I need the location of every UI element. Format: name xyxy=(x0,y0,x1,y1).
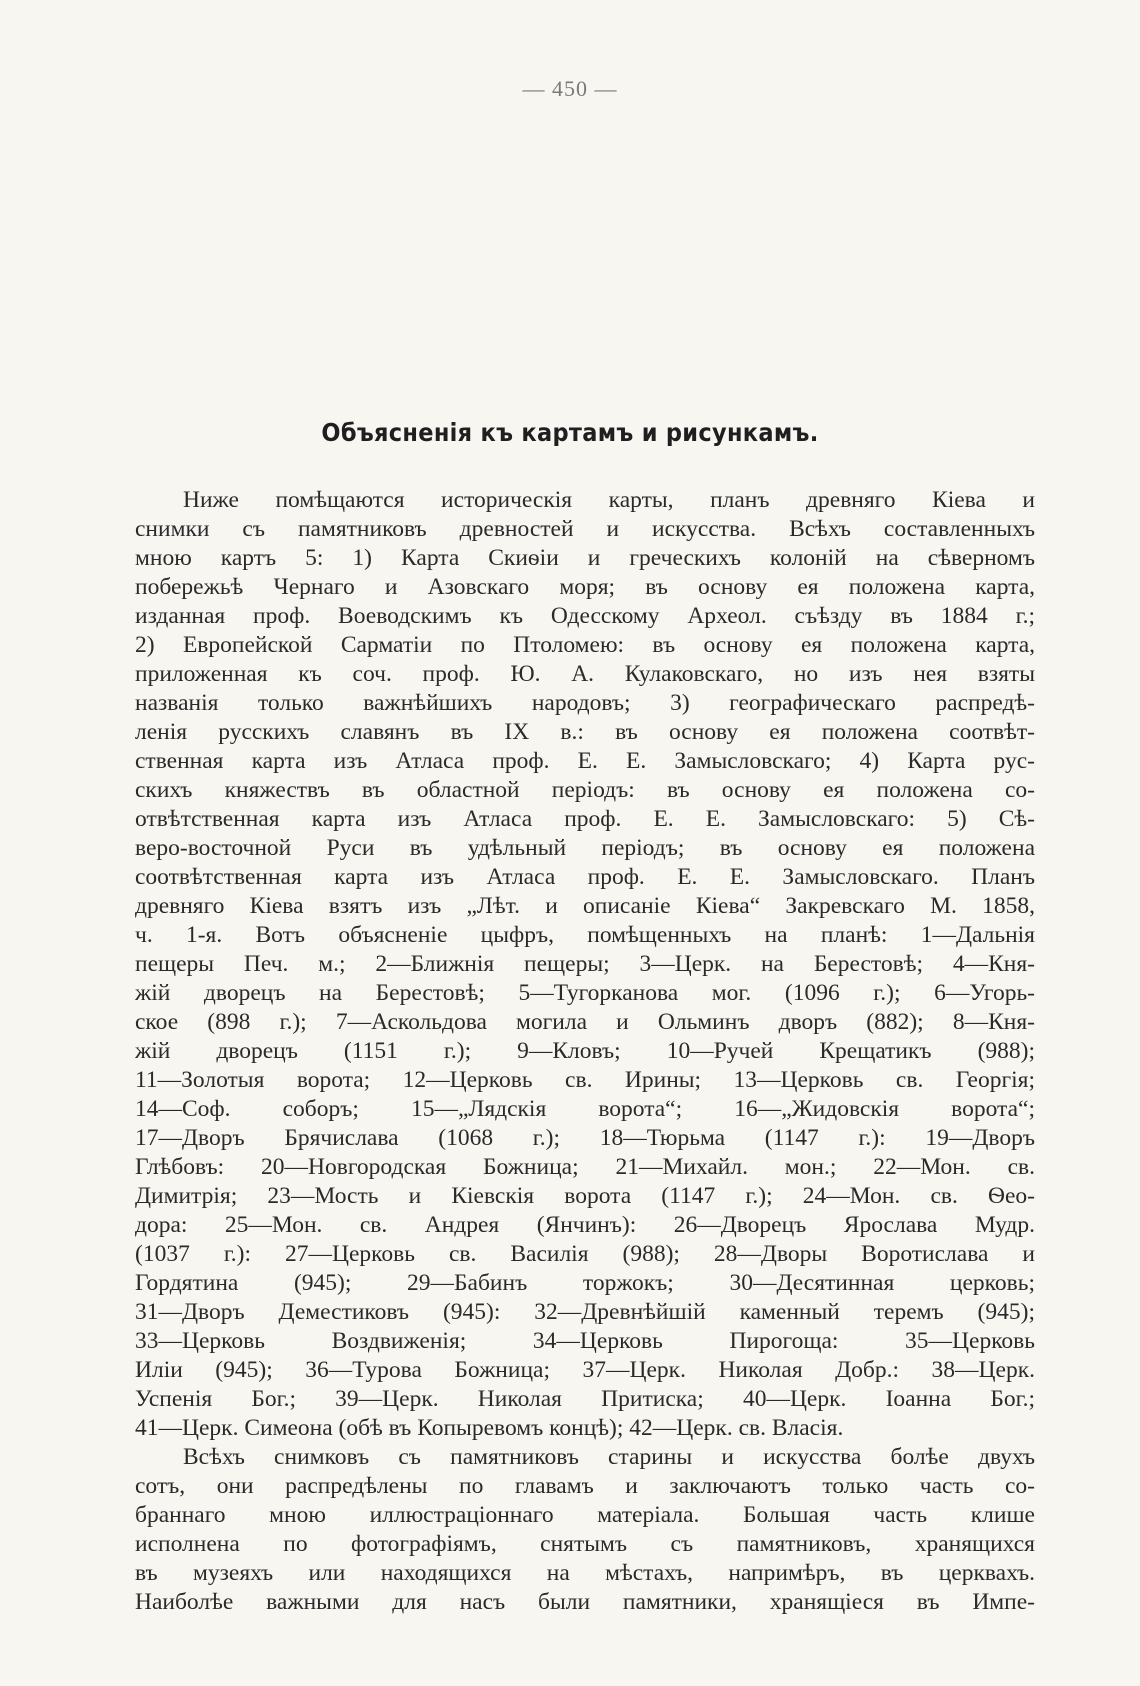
text-line: ственная карта изъ Атласа проф. Е. Е. Замысловскаго; 4) Карта рус- xyxy=(135,748,1035,774)
text-line: древняго Кіева взятъ изъ „Лѣт. и описаніе Кіева“ Закревскаго М. 1858, xyxy=(135,893,1035,919)
text-line: браннаго мною иллюстраціоннаго матеріала. Большая часть клише xyxy=(135,1502,1035,1528)
text-line: пещеры Печ. м.; 2—Ближнія пещеры; 3—Церк. на Берестовѣ; 4—Кня- xyxy=(135,951,1035,977)
text-line: изданная проф. Воеводскимъ къ Одесскому Археол. съѣзду въ 1884 г.; xyxy=(135,603,1035,629)
text-line: отвѣтственная карта изъ Атласа проф. Е. Е. Замысловскаго: 5) Сѣ- xyxy=(135,806,1035,832)
text-line: 31—Дворъ Деместиковъ (945): 32—Древнѣйшій каменный теремъ (945); xyxy=(135,1299,1035,1325)
text-line: ч. 1-я. Вотъ объясненіе цыфръ, помѣщенныхъ на планѣ: 1—Дальнія xyxy=(135,922,1035,948)
text-line: сотъ, они распредѣлены по главамъ и заключаютъ только часть со- xyxy=(135,1473,1035,1499)
text-line: веро-восточной Руси въ удѣльный періодъ; въ основу ея положена xyxy=(135,835,1035,861)
text-line: ское (898 г.); 7—Аскольдова могила и Ольминъ дворъ (882); 8—Кня- xyxy=(135,1009,1035,1035)
text-line: Глѣбовъ: 20—Новгородская Божница; 21—Михайл. мон.; 22—Мон. св. xyxy=(135,1154,1035,1180)
text-line: побережьѣ Чернаго и Азовскаго моря; въ основу ея положена карта, xyxy=(135,574,1035,600)
text-line: (1037 г.): 27—Церковь св. Василія (988); 28—Дворы Воротислава и xyxy=(135,1241,1035,1267)
text-line: въ музеяхъ или находящихся на мѣстахъ, напримѣръ, въ церквахъ. xyxy=(135,1560,1035,1586)
text-line: 41—Церк. Симеона (обѣ въ Копыревомъ концѣ); 42—Церк. св. Власія. xyxy=(135,1415,844,1441)
text-line: Димитрія; 23—Мость и Кіевскія ворота (1147 г.); 24—Мон. св. Ѳео- xyxy=(135,1183,1035,1209)
text-line: приложенная къ соч. проф. Ю. А. Кулаковскаго, но изъ нея взяты xyxy=(135,661,1035,687)
text-line: мною картъ 5: 1) Карта Скиѳіи и греческихъ колоній на сѣверномъ xyxy=(135,545,1035,571)
text-line: названія только важнѣйшихъ народовъ; 3) географическаго распредѣ- xyxy=(135,690,1035,716)
text-line: скихъ княжествъ въ областной періодъ: въ основу ея положена со- xyxy=(135,777,1035,803)
text-line: Наиболѣе важными для насъ были памятники, хранящіеся въ Импе- xyxy=(135,1589,1035,1615)
text-line: 11—Золотыя ворота; 12—Церковь св. Ирины; 13—Церковь св. Георгія; xyxy=(135,1067,1035,1093)
text-line: Гордятина (945); 29—Бабинъ торжокъ; 30—Десятинная церковь; xyxy=(135,1270,1035,1296)
text-line: Ниже помѣщаются историческія карты, планъ древняго Кіева и xyxy=(183,487,1035,513)
text-line: исполнена по фотографіямъ, снятымъ съ памятниковъ, хранящихся xyxy=(135,1531,1035,1557)
body-text xyxy=(135,486,1035,1617)
text-line: Успенія Бог.; 39—Церк. Николая Притиска; 40—Церк. Іоанна Бог.; xyxy=(135,1386,1035,1412)
text-line: Иліи (945); 36—Турова Божница; 37—Церк. Николая Добр.: 38—Церк. xyxy=(135,1357,1035,1383)
text-line: жій дворецъ (1151 г.); 9—Кловъ; 10—Ручей Крещатикъ (988); xyxy=(135,1038,1035,1064)
text-line: дора: 25—Мон. св. Андрея (Янчинъ): 26—Дворецъ Ярослава Мудр. xyxy=(135,1212,1035,1238)
text-line: 2) Европейской Сарматіи по Птоломею: въ основу ея положена карта, xyxy=(135,632,1035,658)
page-number: — 450 — xyxy=(522,76,618,101)
text-line: соотвѣтственная карта изъ Атласа проф. Е. Е. Замысловскаго. Планъ xyxy=(135,864,1035,890)
text-line: жій дворецъ на Берестовѣ; 5—Тугорканова мог. (1096 г.); 6—Угорь- xyxy=(135,980,1035,1006)
text-line: ленія русскихъ славянъ въ IX в.: въ основу ея положена соотвѣт- xyxy=(135,719,1035,745)
text-line: 33—Церковь Воздвиженія; 34—Церковь Пирогоща: 35—Церковь xyxy=(135,1328,1035,1354)
text-line: снимки съ памятниковъ древностей и искусства. Всѣхъ составленныхъ xyxy=(135,516,1035,542)
text-line: 14—Соф. соборъ; 15—„Лядскія ворота“; 16—„Жидовскія ворота“; xyxy=(135,1096,1035,1122)
section-heading: Объясненія къ картамъ и рисункамъ. xyxy=(321,418,819,447)
text-line: 17—Дворъ Брячислава (1068 г.); 18—Тюрьма (1147 г.): 19—Дворъ xyxy=(135,1125,1035,1151)
text-line: Всѣхъ снимковъ съ памятниковъ старины и искусства болѣе двухъ xyxy=(183,1444,1035,1470)
